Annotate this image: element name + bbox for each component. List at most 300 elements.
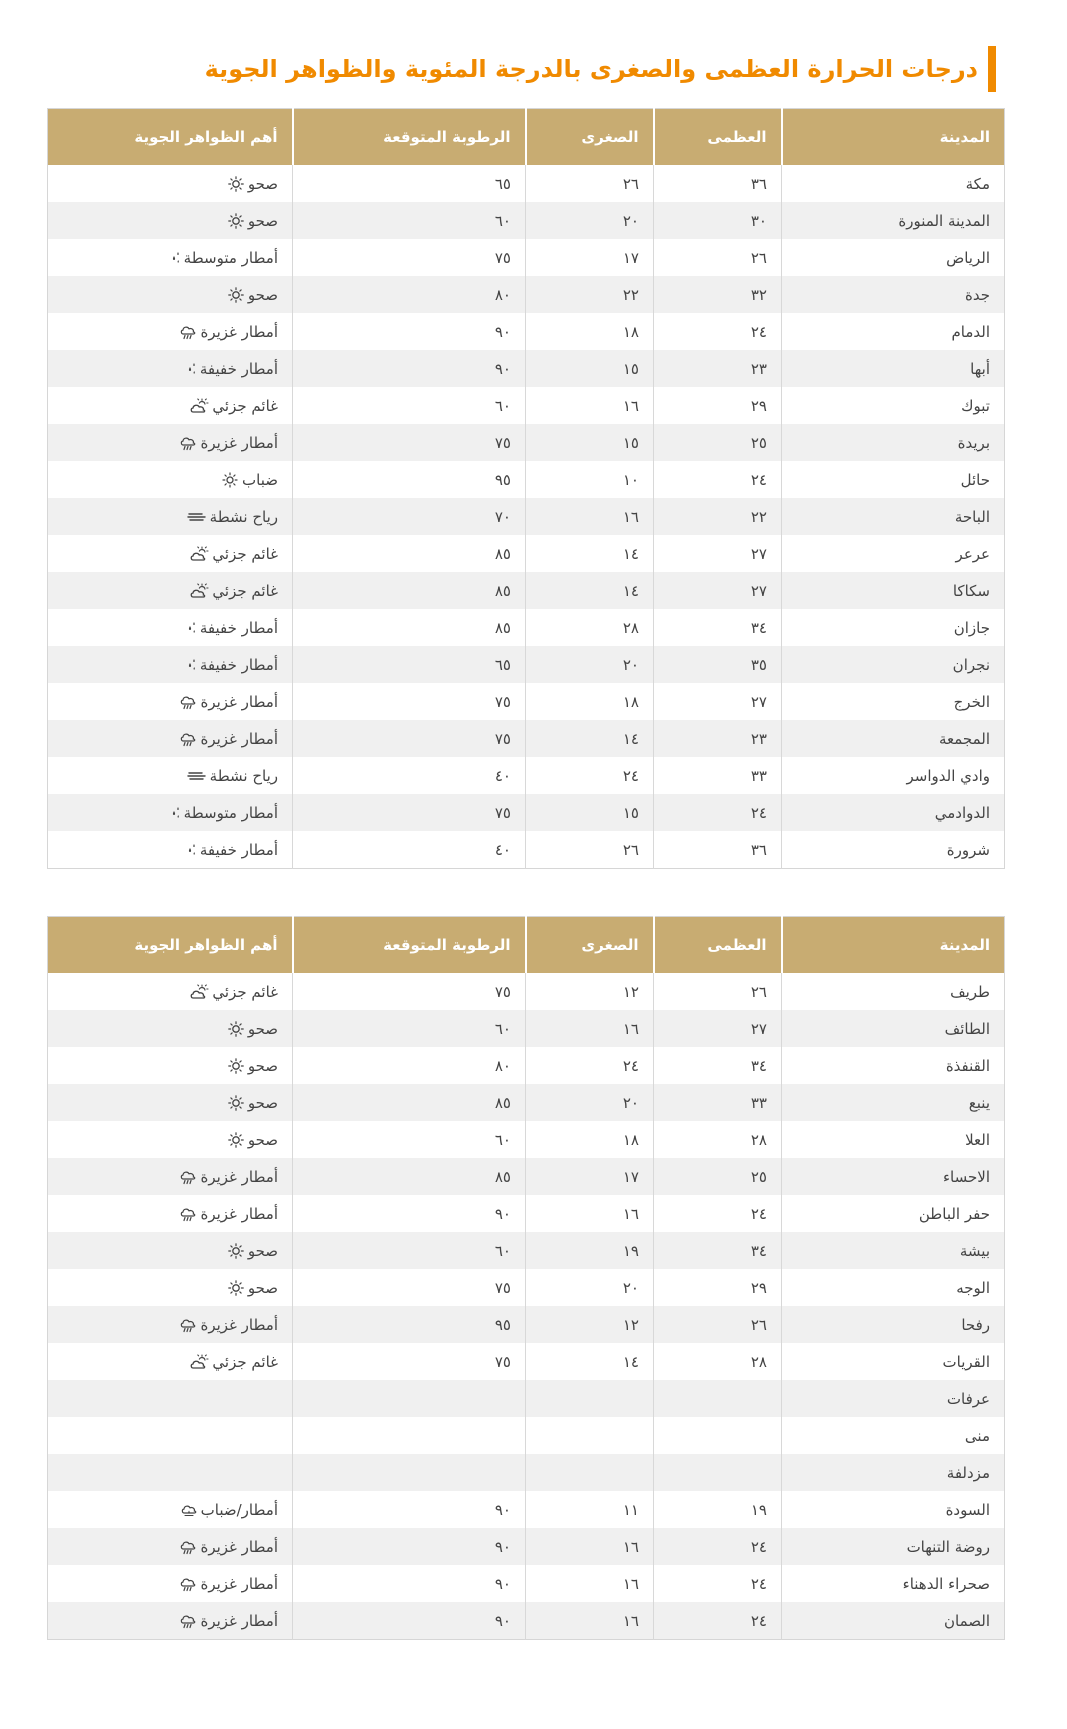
max-temp-cell: ٢٥ xyxy=(654,424,782,461)
humidity-cell: ٦٥ xyxy=(293,646,526,683)
weather-cell xyxy=(48,1269,293,1306)
weather-condition xyxy=(179,1575,278,1593)
max-temp-cell: ٢٨ xyxy=(654,1343,782,1380)
humidity-cell: ٧٥ xyxy=(293,794,526,831)
city-cell: سكاكا xyxy=(782,572,1005,609)
table-row xyxy=(48,165,1005,202)
humidity-cell: ٨٠ xyxy=(293,1047,526,1084)
weather-label: أمطار خفيفة xyxy=(199,655,278,674)
rain-drops-icon xyxy=(163,250,181,266)
weather-condition xyxy=(221,471,278,489)
heavy-rain-icon xyxy=(179,694,197,710)
min-temp-cell: ١٨ xyxy=(526,313,654,350)
sun-icon xyxy=(227,1095,245,1111)
weather-cell xyxy=(48,1158,293,1195)
max-temp-cell: ٣٣ xyxy=(654,757,782,794)
table-row xyxy=(48,683,1005,720)
weather-condition xyxy=(179,730,278,748)
table-row xyxy=(48,276,1005,313)
weather-cell xyxy=(48,1306,293,1343)
humidity-cell: ٦٠ xyxy=(293,387,526,424)
rain-fog-icon xyxy=(180,1502,198,1518)
table-row xyxy=(48,350,1005,387)
max-temp-cell: ٣٤ xyxy=(654,1232,782,1269)
weather-label: أمطار خفيفة xyxy=(199,359,278,378)
weather-condition xyxy=(227,1131,278,1149)
weather-label: صحو xyxy=(247,174,278,193)
table-row xyxy=(48,1491,1005,1528)
weather-label: غائم جزئي xyxy=(212,581,278,600)
city-cell: بريدة xyxy=(782,424,1005,461)
min-temp-cell: ١٢ xyxy=(526,973,654,1010)
weather-cell xyxy=(48,387,293,424)
min-temp-cell: ٢٠ xyxy=(526,1269,654,1306)
fog-icon xyxy=(221,472,239,488)
city-cell: السودة xyxy=(782,1491,1005,1528)
max-temp-cell: ٣٦ xyxy=(654,831,782,869)
weather-cell xyxy=(48,165,293,202)
table-row xyxy=(48,1565,1005,1602)
city-cell: عرعر xyxy=(782,535,1005,572)
max-temp-cell: ٢٤ xyxy=(654,1528,782,1565)
min-temp-cell: ١٤ xyxy=(526,572,654,609)
weather-label: أمطار خفيفة xyxy=(199,618,278,637)
min-temp-cell: ١٢ xyxy=(526,1306,654,1343)
humidity-cell: ٨٠ xyxy=(293,276,526,313)
weather-condition xyxy=(179,619,278,637)
heavy-rain-icon xyxy=(179,1613,197,1629)
weather-label: أمطار غزيرة xyxy=(200,1611,278,1630)
min-temp-cell: ٢٨ xyxy=(526,609,654,646)
sun-icon xyxy=(227,1280,245,1296)
weather-label: رياح نشطة xyxy=(209,766,278,785)
max-temp-cell xyxy=(654,1417,782,1454)
weather-condition xyxy=(227,175,278,193)
weather-label: صحو xyxy=(247,1093,278,1112)
table-row xyxy=(48,1047,1005,1084)
min-temp-cell: ١٦ xyxy=(526,1565,654,1602)
weather-condition xyxy=(163,804,278,822)
city-cell: روضة التنهات xyxy=(782,1528,1005,1565)
table-header-row xyxy=(48,917,1005,974)
weather-label: أمطار غزيرة xyxy=(200,322,278,341)
city-cell: شرورة xyxy=(782,831,1005,869)
city-cell: الدوادمي xyxy=(782,794,1005,831)
min-temp-cell xyxy=(526,1417,654,1454)
city-cell: مكة xyxy=(782,165,1005,202)
weather-condition xyxy=(189,767,278,785)
humidity-cell xyxy=(293,1380,526,1417)
weather-cell xyxy=(48,535,293,572)
weather-condition xyxy=(191,397,278,415)
humidity-cell: ٨٥ xyxy=(293,535,526,572)
min-temp-cell: ١٦ xyxy=(526,1010,654,1047)
weather-cell xyxy=(48,1528,293,1565)
weather-cell xyxy=(48,973,293,1010)
min-temp-cell: ١٤ xyxy=(526,720,654,757)
table-row xyxy=(48,720,1005,757)
table-row xyxy=(48,1380,1005,1417)
table-row xyxy=(48,1306,1005,1343)
city-cell: المجمعة xyxy=(782,720,1005,757)
humidity-cell: ٧٥ xyxy=(293,1269,526,1306)
weather-condition xyxy=(179,1612,278,1630)
weather-label: أمطار/ضباب xyxy=(200,1500,278,1519)
city-cell: ينبع xyxy=(782,1084,1005,1121)
humidity-cell: ٩٠ xyxy=(293,1602,526,1640)
max-temp-cell: ٣٤ xyxy=(654,609,782,646)
humidity-cell: ٦٠ xyxy=(293,1121,526,1158)
weather-label: غائم جزئي xyxy=(212,544,278,563)
weather-condition xyxy=(227,212,278,230)
weather-label: غائم جزئي xyxy=(212,1352,278,1371)
rain-drops-icon xyxy=(179,620,197,636)
weather-label: غائم جزئي xyxy=(212,396,278,415)
sun-icon xyxy=(227,213,245,229)
weather-label: صحو xyxy=(247,1241,278,1260)
max-temp-cell: ٣٠ xyxy=(654,202,782,239)
rain-drops-icon xyxy=(179,842,197,858)
weather-label: غائم جزئي xyxy=(212,982,278,1001)
weather-condition xyxy=(191,1353,278,1371)
table-row xyxy=(48,1269,1005,1306)
min-temp-cell: ١١ xyxy=(526,1491,654,1528)
header-city: المدينة xyxy=(782,109,1005,166)
humidity-cell: ٤٠ xyxy=(293,757,526,794)
heavy-rain-icon xyxy=(179,1317,197,1333)
min-temp-cell: ١٤ xyxy=(526,1343,654,1380)
max-temp-cell: ٣٢ xyxy=(654,276,782,313)
humidity-cell xyxy=(293,1454,526,1491)
city-cell: جازان xyxy=(782,609,1005,646)
weather-cell xyxy=(48,1602,293,1640)
partly-cloudy-icon xyxy=(191,398,209,414)
weather-label: أمطار غزيرة xyxy=(200,1315,278,1334)
page-title: درجات الحرارة العظمى والصغرى بالدرجة المئوية والظواهر الجوية xyxy=(204,55,978,83)
partly-cloudy-icon xyxy=(191,583,209,599)
weather-label: أمطار غزيرة xyxy=(200,433,278,452)
weather-label: أمطار غزيرة xyxy=(200,1574,278,1593)
humidity-cell: ٩٠ xyxy=(293,1195,526,1232)
weather-condition xyxy=(189,508,278,526)
table-row xyxy=(48,535,1005,572)
table-row xyxy=(48,498,1005,535)
humidity-cell: ٧٥ xyxy=(293,1343,526,1380)
header-humidity: الرطوبة المتوقعة xyxy=(293,109,526,166)
humidity-cell: ٦٠ xyxy=(293,1010,526,1047)
weather-label: أمطار غزيرة xyxy=(200,1537,278,1556)
min-temp-cell: ١٦ xyxy=(526,1528,654,1565)
weather-cell xyxy=(48,1010,293,1047)
table-row xyxy=(48,1602,1005,1640)
table-row xyxy=(48,794,1005,831)
city-cell: الطائف xyxy=(782,1010,1005,1047)
max-temp-cell: ٢٢ xyxy=(654,498,782,535)
partly-cloudy-icon xyxy=(191,984,209,1000)
max-temp-cell: ٣٤ xyxy=(654,1047,782,1084)
max-temp-cell: ٢٥ xyxy=(654,1158,782,1195)
city-cell: جدة xyxy=(782,276,1005,313)
title-accent-bar xyxy=(988,46,996,92)
max-temp-cell: ٢٩ xyxy=(654,387,782,424)
min-temp-cell: ١٦ xyxy=(526,498,654,535)
table-row xyxy=(48,1158,1005,1195)
humidity-cell: ٦٥ xyxy=(293,165,526,202)
table-row xyxy=(48,973,1005,1010)
weather-cell xyxy=(48,202,293,239)
max-temp-cell: ٢٧ xyxy=(654,683,782,720)
heavy-rain-icon xyxy=(179,731,197,747)
city-cell: وادي الدواسر xyxy=(782,757,1005,794)
weather-condition xyxy=(179,1316,278,1334)
min-temp-cell: ٢٠ xyxy=(526,1084,654,1121)
table-row xyxy=(48,313,1005,350)
weather-label: أمطار متوسطة xyxy=(183,248,278,267)
humidity-cell: ٩٠ xyxy=(293,1491,526,1528)
header-humidity: الرطوبة المتوقعة xyxy=(293,917,526,974)
weather-label: صحو xyxy=(247,1056,278,1075)
weather-cell xyxy=(48,1491,293,1528)
max-temp-cell: ٢٤ xyxy=(654,461,782,498)
heavy-rain-icon xyxy=(179,1539,197,1555)
header-min: الصغرى xyxy=(526,109,654,166)
header-max: العظمى xyxy=(654,917,782,974)
table-row xyxy=(48,572,1005,609)
max-temp-cell xyxy=(654,1454,782,1491)
min-temp-cell: ١٧ xyxy=(526,1158,654,1195)
weather-condition xyxy=(179,1538,278,1556)
weather-condition xyxy=(180,1501,278,1519)
weather-cell xyxy=(48,683,293,720)
max-temp-cell xyxy=(654,1380,782,1417)
sun-icon xyxy=(227,1058,245,1074)
sun-icon xyxy=(227,1132,245,1148)
min-temp-cell: ٢٠ xyxy=(526,202,654,239)
rain-drops-icon xyxy=(179,361,197,377)
max-temp-cell: ١٩ xyxy=(654,1491,782,1528)
heavy-rain-icon xyxy=(179,1576,197,1592)
min-temp-cell xyxy=(526,1380,654,1417)
partly-cloudy-icon xyxy=(191,1354,209,1370)
rain-drops-icon xyxy=(163,805,181,821)
table-body xyxy=(48,165,1005,869)
table-row xyxy=(48,831,1005,869)
weather-label: صحو xyxy=(247,1019,278,1038)
min-temp-cell: ١٠ xyxy=(526,461,654,498)
weather-cell xyxy=(48,757,293,794)
city-cell: رفحا xyxy=(782,1306,1005,1343)
city-cell: عرفات xyxy=(782,1380,1005,1417)
max-temp-cell: ٢٤ xyxy=(654,1602,782,1640)
rain-drops-icon xyxy=(179,657,197,673)
city-cell: الباحة xyxy=(782,498,1005,535)
page-header xyxy=(49,44,996,94)
humidity-cell xyxy=(293,1417,526,1454)
min-temp-cell: ٢٤ xyxy=(526,1047,654,1084)
city-cell: أبها xyxy=(782,350,1005,387)
min-temp-cell: ٢٤ xyxy=(526,757,654,794)
weather-cell xyxy=(48,1454,293,1491)
city-cell: الدمام xyxy=(782,313,1005,350)
weather-condition xyxy=(179,841,278,859)
header-min: الصغرى xyxy=(526,917,654,974)
max-temp-cell: ٣٦ xyxy=(654,165,782,202)
weather-table-2 xyxy=(47,916,1005,1640)
humidity-cell: ٩٠ xyxy=(293,1565,526,1602)
header-city: المدينة xyxy=(782,917,1005,974)
weather-condition xyxy=(227,1094,278,1112)
sun-icon xyxy=(227,287,245,303)
humidity-cell: ٤٠ xyxy=(293,831,526,869)
max-temp-cell: ٢٤ xyxy=(654,1565,782,1602)
city-cell: المدينة المنورة xyxy=(782,202,1005,239)
weather-condition xyxy=(179,656,278,674)
weather-cell xyxy=(48,239,293,276)
humidity-cell: ٨٥ xyxy=(293,1084,526,1121)
table-row xyxy=(48,1528,1005,1565)
max-temp-cell: ٢٤ xyxy=(654,1195,782,1232)
humidity-cell: ٨٥ xyxy=(293,1158,526,1195)
min-temp-cell: ٢٦ xyxy=(526,831,654,869)
weather-label: أمطار خفيفة xyxy=(199,840,278,859)
weather-label: رياح نشطة xyxy=(209,507,278,526)
weather-cell xyxy=(48,794,293,831)
weather-cell xyxy=(48,276,293,313)
heavy-rain-icon xyxy=(179,324,197,340)
humidity-cell: ٨٥ xyxy=(293,572,526,609)
max-temp-cell: ٢٧ xyxy=(654,535,782,572)
city-cell: العلا xyxy=(782,1121,1005,1158)
weather-condition xyxy=(227,286,278,304)
max-temp-cell: ٢٧ xyxy=(654,1010,782,1047)
table-row xyxy=(48,424,1005,461)
table-row xyxy=(48,1010,1005,1047)
max-temp-cell: ٢٣ xyxy=(654,350,782,387)
weather-cell xyxy=(48,1417,293,1454)
city-cell: حفر الباطن xyxy=(782,1195,1005,1232)
humidity-cell: ٩٠ xyxy=(293,1528,526,1565)
header-weather: أهم الظواهر الجوية xyxy=(48,109,293,166)
weather-cell xyxy=(48,424,293,461)
weather-table-1 xyxy=(47,108,1005,869)
weather-cell xyxy=(48,350,293,387)
weather-condition xyxy=(227,1242,278,1260)
weather-cell xyxy=(48,720,293,757)
table-row xyxy=(48,757,1005,794)
max-temp-cell: ٢٦ xyxy=(654,973,782,1010)
table-row xyxy=(48,387,1005,424)
weather-condition xyxy=(163,249,278,267)
humidity-cell: ٧٥ xyxy=(293,973,526,1010)
min-temp-cell: ١٥ xyxy=(526,794,654,831)
weather-label: صحو xyxy=(247,211,278,230)
weather-condition xyxy=(227,1020,278,1038)
weather-cell xyxy=(48,1195,293,1232)
table-header-row xyxy=(48,109,1005,166)
weather-condition xyxy=(179,693,278,711)
sun-icon xyxy=(227,1021,245,1037)
max-temp-cell: ٢٣ xyxy=(654,720,782,757)
table-body xyxy=(48,973,1005,1640)
weather-cell xyxy=(48,831,293,869)
humidity-cell: ٧٠ xyxy=(293,498,526,535)
humidity-cell: ٦٠ xyxy=(293,1232,526,1269)
weather-label: أمطار غزيرة xyxy=(200,1204,278,1223)
weather-cell xyxy=(48,1084,293,1121)
weather-cell xyxy=(48,646,293,683)
min-temp-cell: ٢٢ xyxy=(526,276,654,313)
city-cell: مزدلفة xyxy=(782,1454,1005,1491)
table-row xyxy=(48,461,1005,498)
city-cell: القنفذة xyxy=(782,1047,1005,1084)
table-row xyxy=(48,609,1005,646)
humidity-cell: ٦٠ xyxy=(293,202,526,239)
sun-icon xyxy=(227,176,245,192)
weather-cell xyxy=(48,1121,293,1158)
weather-label: صحو xyxy=(247,1278,278,1297)
weather-cell xyxy=(48,1565,293,1602)
weather-condition xyxy=(191,582,278,600)
table-row xyxy=(48,1121,1005,1158)
weather-label: صحو xyxy=(247,1130,278,1149)
weather-label: صحو xyxy=(247,285,278,304)
max-temp-cell: ٢٦ xyxy=(654,1306,782,1343)
max-temp-cell: ٢٨ xyxy=(654,1121,782,1158)
min-temp-cell: ١٦ xyxy=(526,1602,654,1640)
weather-condition xyxy=(179,1205,278,1223)
weather-condition xyxy=(179,434,278,452)
wind-icon xyxy=(189,509,207,525)
city-cell: القريات xyxy=(782,1343,1005,1380)
table-row xyxy=(48,202,1005,239)
humidity-cell: ٧٥ xyxy=(293,720,526,757)
table-row xyxy=(48,646,1005,683)
weather-label: أمطار غزيرة xyxy=(200,692,278,711)
min-temp-cell: ١٤ xyxy=(526,535,654,572)
min-temp-cell: ١٥ xyxy=(526,350,654,387)
weather-cell xyxy=(48,313,293,350)
sun-icon xyxy=(227,1243,245,1259)
header-weather: أهم الظواهر الجوية xyxy=(48,917,293,974)
heavy-rain-icon xyxy=(179,1169,197,1185)
weather-condition xyxy=(227,1057,278,1075)
table-row xyxy=(48,1084,1005,1121)
max-temp-cell: ٢٩ xyxy=(654,1269,782,1306)
max-temp-cell: ٣٣ xyxy=(654,1084,782,1121)
city-cell: صحراء الدهناء xyxy=(782,1565,1005,1602)
heavy-rain-icon xyxy=(179,435,197,451)
city-cell: بيشة xyxy=(782,1232,1005,1269)
weather-cell xyxy=(48,609,293,646)
humidity-cell: ٧٥ xyxy=(293,683,526,720)
min-temp-cell: ١٨ xyxy=(526,683,654,720)
weather-condition xyxy=(191,983,278,1001)
max-temp-cell: ٢٧ xyxy=(654,572,782,609)
humidity-cell: ٩٥ xyxy=(293,461,526,498)
min-temp-cell: ٢٠ xyxy=(526,646,654,683)
min-temp-cell: ١٨ xyxy=(526,1121,654,1158)
min-temp-cell: ٢٦ xyxy=(526,165,654,202)
max-temp-cell: ٢٤ xyxy=(654,794,782,831)
humidity-cell: ٧٥ xyxy=(293,424,526,461)
humidity-cell: ٩٠ xyxy=(293,350,526,387)
city-cell: الصمان xyxy=(782,1602,1005,1640)
min-temp-cell: ١٧ xyxy=(526,239,654,276)
table-row xyxy=(48,1417,1005,1454)
city-cell: الرياض xyxy=(782,239,1005,276)
city-cell: الوجه xyxy=(782,1269,1005,1306)
weather-cell xyxy=(48,498,293,535)
